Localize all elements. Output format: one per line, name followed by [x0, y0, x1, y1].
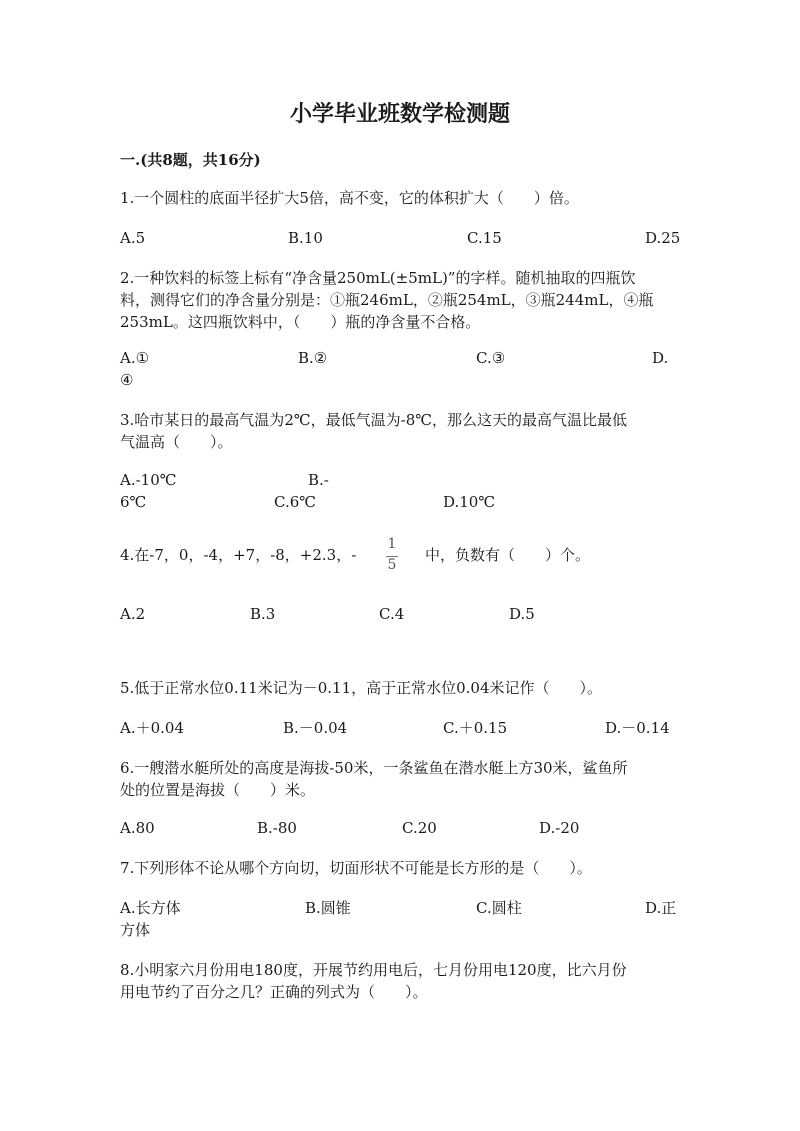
- question-7-option-c[interactable]: C.圆柱: [476, 899, 522, 917]
- question-5-option-c[interactable]: C.＋0.15: [443, 719, 508, 737]
- question-3-text-line-1: 3.哈市某日的最高气温为2℃，最低气温为-8℃，那么这天的最高气温比最低: [120, 411, 628, 429]
- question-5-text: 5.低于正常水位0.11米记为－0.11，高于正常水位0.04米记作（ ）。: [120, 679, 603, 697]
- question-8-text-line-2: 用电节约了百分之几？正确的列式为（ ）。: [120, 983, 428, 1001]
- question-3-option-a[interactable]: A.-10℃: [120, 471, 177, 489]
- question-4-option-a[interactable]: A.2: [120, 605, 146, 623]
- question-3-option-d[interactable]: D.10℃: [443, 493, 496, 511]
- question-5-option-b[interactable]: B.－0.04: [283, 719, 348, 737]
- question-2-text-line-1: 2.一种饮料的标签上标有“净含量250mL(±5mL)”的字样。随机抽取的四瓶饮: [120, 269, 636, 287]
- question-2-text-line-3: 253mL。这四瓶饮料中，（ ）瓶的净含量不合格。: [120, 313, 481, 331]
- question-2-option-d[interactable]: D.: [652, 349, 669, 367]
- question-4-option-b[interactable]: B.3: [250, 605, 276, 623]
- question-4-option-d[interactable]: D.5: [509, 605, 535, 623]
- question-1-option-d[interactable]: D.25: [645, 229, 681, 247]
- question-3-option-c[interactable]: C.6℃: [274, 493, 317, 511]
- question-6-text-line-1: 6.一艘潜水艇所处的高度是海拔-50米，一条鲨鱼在潜水艇上方30米，鲨鱼所: [120, 759, 628, 777]
- question-6-text-line-2: 处的位置是海拔（ ）米。: [120, 781, 316, 799]
- question-6-option-b[interactable]: B.-80: [257, 819, 297, 837]
- question-1-option-a[interactable]: A.5: [120, 229, 146, 247]
- question-1-text: 1.一个圆柱的底面半径扩大5倍，高不变，它的体积扩大（ ）倍。: [120, 189, 579, 207]
- question-1-option-b[interactable]: B.10: [288, 229, 323, 247]
- question-1-option-c[interactable]: C.15: [467, 229, 502, 247]
- question-3-option-b[interactable]: B.-: [308, 471, 329, 489]
- question-6-option-d[interactable]: D.-20: [539, 819, 580, 837]
- question-2-option-b[interactable]: B.②: [298, 349, 328, 367]
- question-6-option-a[interactable]: A.80: [120, 819, 155, 837]
- question-4-text-part-1: 4.在-7，0，-4，+7，-8，+2.3，-: [120, 546, 357, 564]
- question-4-option-c[interactable]: C.4: [379, 605, 405, 623]
- question-5-option-a[interactable]: A.＋0.04: [120, 719, 184, 737]
- question-7-option-d-cont[interactable]: 方体: [120, 921, 151, 939]
- question-4-text-part-2: 中，负数有（ ）个。: [425, 546, 591, 564]
- question-2-option-a[interactable]: A.①: [120, 349, 150, 367]
- question-6-option-c[interactable]: C.20: [402, 819, 437, 837]
- question-5-option-d[interactable]: D.－0.14: [605, 719, 670, 737]
- question-2-option-d-cont[interactable]: ④: [120, 371, 134, 389]
- question-8-text-line-1: 8.小明家六月份用电180度，开展节约用电后，七月份用电120度，比六月份: [120, 961, 627, 979]
- page-title: 小学毕业班数学检测题: [289, 101, 510, 127]
- question-3-option-b-cont[interactable]: 6℃: [120, 493, 147, 511]
- fraction-denominator: 5: [387, 557, 397, 573]
- question-7-option-d[interactable]: D.正: [645, 899, 677, 917]
- section-heading: 一.(共8题，共16分): [120, 151, 261, 169]
- question-7-option-a[interactable]: A.长方体: [120, 899, 181, 917]
- question-2-text-line-2: 料，测得它们的净含量分别是：①瓶246mL，②瓶254mL，③瓶244mL，④瓶: [120, 291, 654, 309]
- question-2-option-c[interactable]: C.③: [476, 349, 506, 367]
- question-7-option-b[interactable]: B.圆锥: [305, 899, 351, 917]
- question-7-text: 7.下列形体不论从哪个方向切，切面形状不可能是长方形的是（ ）。: [120, 859, 592, 877]
- fraction-numerator: 1: [387, 536, 397, 552]
- question-3-text-line-2: 气温高（ ）。: [120, 433, 233, 451]
